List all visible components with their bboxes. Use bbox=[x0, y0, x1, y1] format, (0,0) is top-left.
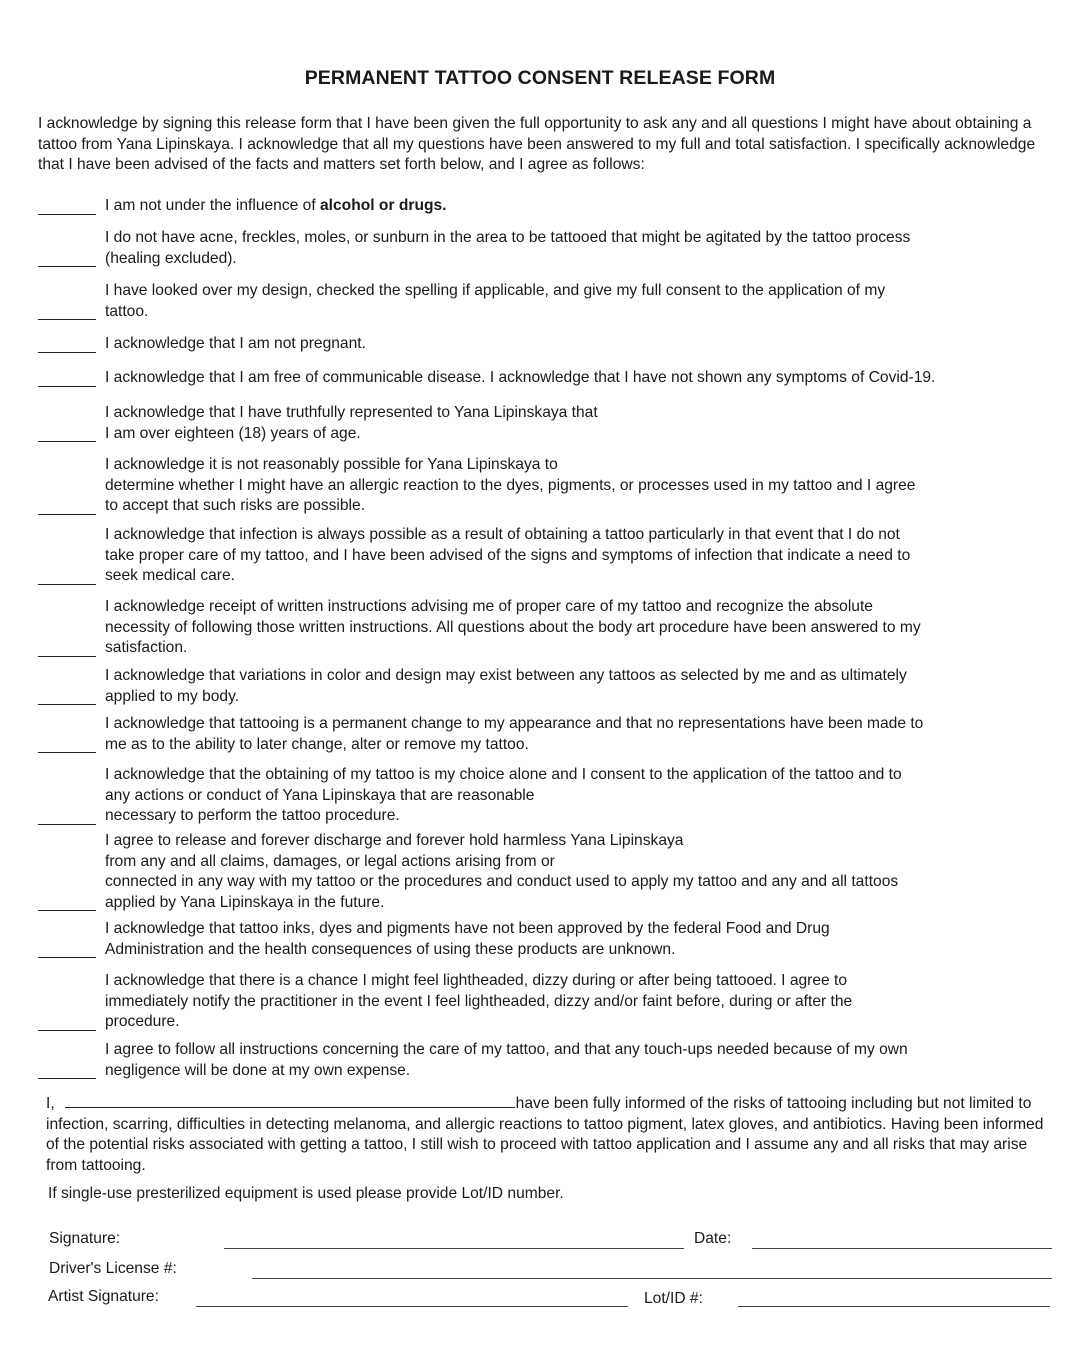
initials-blank[interactable] bbox=[38, 266, 96, 267]
signature-label: Signature: bbox=[49, 1230, 121, 1247]
item-text: I acknowledge that I am free of communicable disease. I acknowledge that I have not shown any symptoms of Covid-19. bbox=[105, 369, 936, 386]
lot-id-label: Lot/ID #: bbox=[644, 1290, 703, 1307]
initials-blank[interactable] bbox=[38, 1030, 96, 1031]
initials-blank[interactable] bbox=[38, 386, 96, 387]
consent-item bbox=[38, 368, 1058, 389]
item-text: I acknowledge that infection is always possible as a result of obtaining a tattoo particularly in that event that I do not take proper care of my tattoo, and I have been advised of the signs and symptoms of infection that indicate a need to seek medical care. bbox=[105, 526, 911, 585]
item-text: I agree to follow all instructions concerning the care of my tattoo, and that any touch-ups needed because of my own negligence will be done at my own expense. bbox=[105, 1041, 908, 1079]
license-line[interactable] bbox=[252, 1278, 1052, 1279]
intro-paragraph: I acknowledge by signing this release form that I have been given the full opportunity to ask any and all questions I might have about obtaining a tattoo from Yana Lipinskaya. I acknowledge that all my questions have been answered to my full and total satisfaction. I specifically acknowledge that I have been advised of the facts and matters set forth below, and I agree as follows: bbox=[38, 115, 1036, 174]
item-text: I acknowledge that tattoo inks, dyes and pigments have not been approved by the federal Food and Drug Administration and the health consequences of using these products are unknown. bbox=[105, 920, 830, 958]
consent-item bbox=[38, 971, 1058, 1033]
final-text: have been fully informed of the risks of tattooing including but not limited to infection, scarring, difficulties in detecting melanoma, and allergic reactions to tattoo pigment, latex gloves, and antibiotics. Having been informed of the potential risks associated with getting a tattoo, I still wish to proceed with tattoo application and I assume any and all risks that may arise from tattooing. bbox=[46, 1095, 1044, 1174]
client-name-blank[interactable] bbox=[65, 1093, 515, 1108]
item-text: I acknowledge that the obtaining of my tattoo is my choice alone and I consent to the application of the tattoo and to any actions or conduct of Yana Lipinskaya that are reasonable necessary to perform the tattoo procedure. bbox=[105, 766, 902, 825]
consent-item bbox=[38, 666, 1058, 707]
consent-item bbox=[38, 228, 1058, 269]
initials-blank[interactable] bbox=[38, 704, 96, 705]
consent-item bbox=[38, 334, 1058, 355]
artist-signature-line[interactable] bbox=[196, 1306, 628, 1307]
item-text-bold: alcohol or drugs. bbox=[320, 197, 447, 214]
item-text: I acknowledge that there is a chance I might feel lightheaded, dizzy during or after being tattooed. I agree to immediately notify the practitioner in the event I feel lightheaded, dizzy and/or faint before, during or after the procedure. bbox=[105, 972, 853, 1031]
consent-item bbox=[38, 597, 1058, 659]
consent-item bbox=[38, 455, 1058, 517]
item-text: I do not have acne, freckles, moles, or sunburn in the area to be tattooed that might be agitated by the tattoo process (healing excluded). bbox=[105, 229, 911, 267]
initials-blank[interactable] bbox=[38, 656, 96, 657]
item-text: I acknowledge that I am not pregnant. bbox=[105, 335, 366, 352]
lot-id-line[interactable] bbox=[738, 1306, 1050, 1307]
form-title: PERMANENT TATTOO CONSENT RELEASE FORM bbox=[304, 67, 776, 89]
signature-line[interactable] bbox=[224, 1248, 684, 1249]
consent-item bbox=[38, 831, 1058, 913]
item-text: I agree to release and forever discharge and forever hold harmless Yana Lipinskaya from any and all claims, damages, or legal actions arising from or connected in any way with my tattoo or the procedures and conduct used to apply my tattoo and any and all tattoos applied by Yana Lipinskaya in the future. bbox=[105, 832, 899, 911]
item-text: I acknowledge that I have truthfully represented to Yana Lipinskaya that I am over eighteen (18) years of age. bbox=[105, 404, 598, 442]
consent-item bbox=[38, 1040, 1058, 1081]
initials-blank[interactable] bbox=[38, 824, 96, 825]
consent-item bbox=[38, 525, 1058, 587]
consent-item bbox=[38, 403, 1058, 444]
consent-item bbox=[38, 919, 1058, 960]
item-text: I acknowledge that variations in color and design may exist between any tattoos as selected by me and as ultimately applied to my body. bbox=[105, 667, 907, 705]
initials-blank[interactable] bbox=[38, 584, 96, 585]
initials-blank[interactable] bbox=[38, 957, 96, 958]
item-text: I acknowledge that tattooing is a permanent change to my appearance and that no representations have been made to me as to the ability to later change, alter or remove my tattoo. bbox=[105, 715, 924, 753]
initials-blank[interactable] bbox=[38, 1078, 96, 1079]
consent-item bbox=[38, 281, 1058, 322]
item-text: I acknowledge it is not reasonably possible for Yana Lipinskaya to determine whether I might have an allergic reaction to the dyes, pigments, or processes used in my tattoo and I agree to accept that such risks are possible. bbox=[105, 456, 916, 515]
consent-item bbox=[38, 714, 1058, 755]
initials-blank[interactable] bbox=[38, 319, 96, 320]
license-label: Driver's License #: bbox=[49, 1260, 177, 1277]
date-line[interactable] bbox=[752, 1248, 1052, 1249]
risk-acknowledgement bbox=[46, 1093, 1046, 1176]
final-prefix: I, bbox=[46, 1095, 55, 1112]
item-text: I acknowledge receipt of written instructions advising me of proper care of my tattoo and recognize the absolute necessity of following those written instructions. All questions about the body art procedure have been answered to my satisfaction. bbox=[105, 598, 921, 657]
initials-blank[interactable] bbox=[38, 214, 96, 215]
initials-blank[interactable] bbox=[38, 352, 96, 353]
item-text: I have looked over my design, checked the spelling if applicable, and give my full consent to the application of my tattoo. bbox=[105, 282, 886, 320]
consent-item bbox=[38, 765, 1058, 827]
date-label: Date: bbox=[694, 1230, 732, 1247]
lot-note: If single-use presterilized equipment is used please provide Lot/ID number. bbox=[48, 1185, 564, 1202]
initials-blank[interactable] bbox=[38, 441, 96, 442]
initials-blank[interactable] bbox=[38, 752, 96, 753]
initials-blank[interactable] bbox=[38, 910, 96, 911]
artist-signature-label: Artist Signature: bbox=[48, 1288, 159, 1305]
consent-item bbox=[38, 196, 1058, 217]
initials-blank[interactable] bbox=[38, 514, 96, 515]
item-text: I am not under the influence of bbox=[105, 197, 320, 214]
